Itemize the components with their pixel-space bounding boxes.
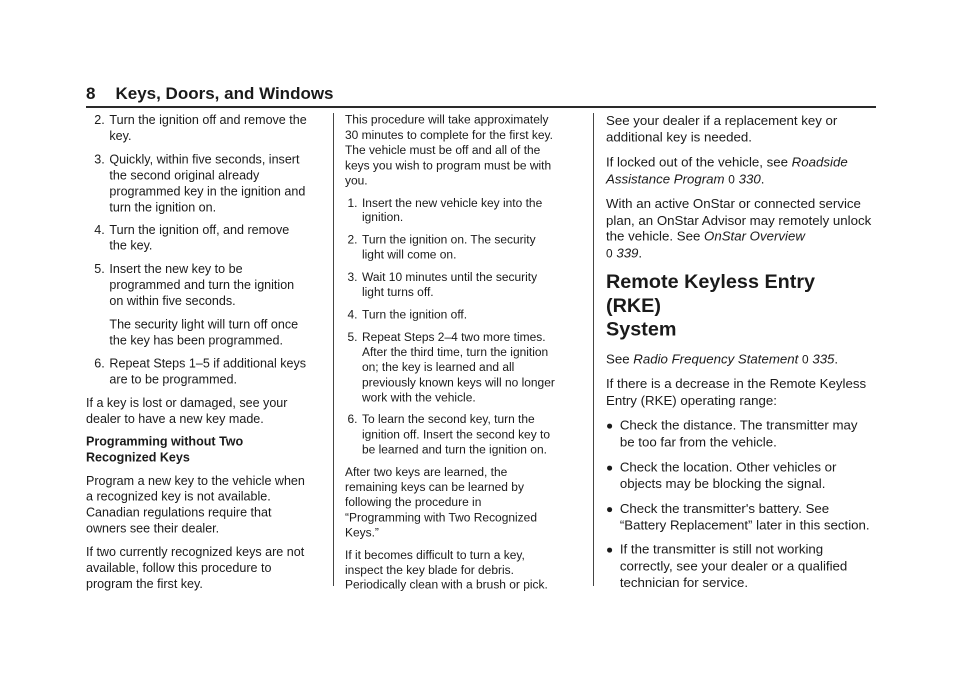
header-rule — [86, 106, 876, 108]
step-item: 3. Wait 10 minutes until the security light turns off. — [347, 270, 538, 299]
page-header — [86, 84, 334, 104]
bullet-icon: ● — [606, 460, 614, 475]
intro-paragraph: This procedure will take approximately 30 minutes to complete for the first key. The vehicle must be off and all of the keys you wish to program must be with you. — [345, 113, 553, 187]
paragraph: If locked out of the vehicle, see Roadside Assistance Program 0 330. — [606, 154, 848, 186]
step-item: 2. Turn the ignition off and remove the key. — [94, 113, 307, 143]
paragraph: Program a new key to the vehicle when a recognized key is not available. Canadian regulations require that owners see their dealer. — [86, 473, 305, 536]
step-item: 3. Quickly, within five seconds, insert the second original already programmed key in the ignition and turn the ignition on. — [94, 152, 306, 214]
step-item: 6. To learn the second key, turn the ignition off. Insert the second key to be learned and turn the ignition on. — [347, 412, 551, 457]
paragraph: If there is a decrease in the Remote Keyless Entry (RKE) operating range: — [606, 376, 867, 409]
bullet-icon: ● — [606, 418, 614, 433]
step-item: 2. Turn the ignition on. The security light will come on. — [347, 233, 536, 262]
page-ref-icon: 0 — [728, 172, 735, 186]
column-divider — [593, 113, 594, 586]
cross-reference-link[interactable]: OnStar Overview 0 339 — [606, 229, 805, 261]
cross-reference-link[interactable]: Roadside Assistance Program 0 330 — [606, 154, 848, 186]
step-note: The security light will turn off once the key has been programmed. — [109, 317, 299, 348]
bullet-item: ● Check the distance. The transmitter may be too far from the vehicle. — [606, 417, 858, 450]
page-ref-icon: 0 — [802, 352, 809, 367]
bullet-item: ● If the transmitter is still not working correctly, see your dealer or a qualified technician for service. — [606, 542, 848, 591]
bullet-icon: ● — [606, 542, 614, 557]
page-number: 8 — [86, 84, 96, 103]
chapter-title: Keys, Doors, and Windows — [115, 84, 334, 103]
step-item: 6. Repeat Steps 1–5 if additional keys are to be programmed. — [94, 356, 307, 387]
paragraph: After two keys are learned, the remaining keys can be learned by following the procedure in “Programming with Two Recognized Keys.” — [345, 465, 537, 540]
paragraph: See Radio Frequency Statement 0 335. — [606, 351, 839, 367]
column-divider — [333, 113, 334, 586]
page-ref-icon: 0 — [606, 246, 613, 261]
step-item: 5. Insert the new key to be programmed and turn the ignition on within five seconds. The security light will turn off once the key has been programmed. — [86, 262, 307, 349]
column-3 — [606, 113, 873, 600]
paragraph: See your dealer if a replacement key or additional key is needed. — [606, 113, 838, 145]
column-1 — [86, 113, 307, 600]
bullet-item: ● Check the transmitter's battery. See “Battery Replacement” later in this section. — [606, 500, 870, 533]
bullet-icon: ● — [606, 501, 614, 516]
step-item: 1. Insert the new vehicle key into the ignition. — [347, 195, 543, 225]
paragraph: If it becomes difficult to turn a key, inspect the key blade for debris. Periodically clean with a brush or pick. — [345, 547, 548, 592]
cross-reference-link[interactable]: Radio Frequency Statement 0 335 — [633, 351, 835, 367]
step-item: 5. Repeat Steps 2–4 two more times. After the third time, turn the ignition on; the key is learned and all previously known keys will no longer work with the vehicle. — [347, 330, 555, 404]
section-title: Remote Keyless Entry (RKE) System — [606, 271, 816, 341]
step-item: 4. Turn the ignition off. — [347, 307, 468, 322]
bullet-item: ● Check the location. Other vehicles or objects may be blocking the signal. — [606, 459, 837, 491]
paragraph: If two currently recognized keys are not available, follow this procedure to program the first key. — [86, 544, 305, 591]
lost-key-text: If a key is lost or damaged, see your dealer to have a new key made. — [86, 395, 288, 426]
paragraph: With an active OnStar or connected service plan, an OnStar Advisor may remotely unlock the vehicle. See OnStar Overview 0 339. — [606, 195, 872, 261]
column-2 — [345, 113, 556, 600]
step-item: 4. Turn the ignition off, and remove the key. — [94, 222, 290, 253]
subheading: Programming without Two Recognized Keys — [86, 434, 244, 465]
